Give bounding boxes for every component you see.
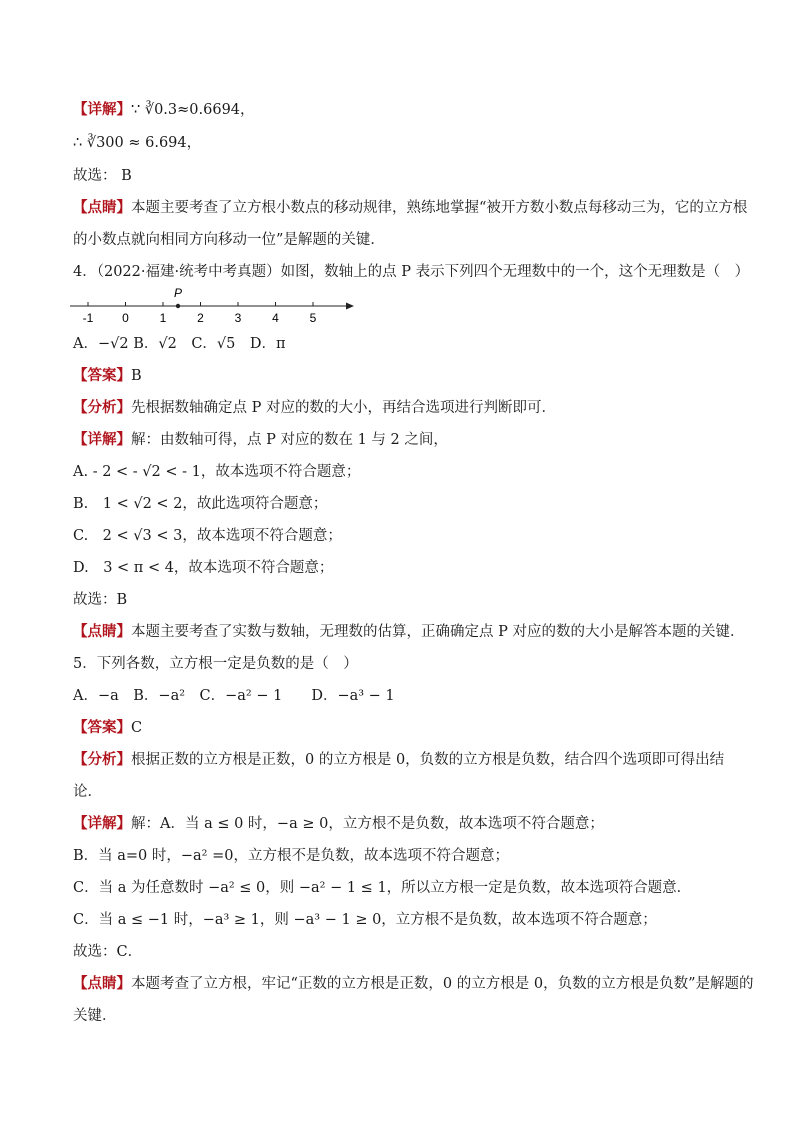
answer-tag: 【答案】: [73, 367, 131, 384]
q3-comment-line1: [73, 198, 747, 218]
q5-analysis-line2: 论．: [73, 784, 102, 800]
q4-analysis: [73, 398, 556, 418]
analysis-tag: 【分析】: [73, 399, 131, 416]
detail-tag: 【详解】: [73, 815, 131, 832]
q4-choose: 故选：B: [73, 592, 128, 608]
tick-label: 2: [197, 311, 204, 325]
comment-tag: 【点睛】: [73, 199, 131, 216]
comment-tag: 【点睛】: [73, 975, 131, 992]
analysis-text: 根据正数的立方根是正数，0 的立方根是 0，负数的立方根是负数，结合四个选项即可得出结: [131, 752, 725, 768]
answer-tag: 【答案】: [73, 719, 131, 736]
q3-detail-line2: ∴ ∛300 ≈ 6.694，: [73, 135, 202, 151]
comment-tag: 【点睛】: [73, 623, 131, 640]
q5-choose: 故选：C．: [73, 944, 143, 960]
tick-label: 4: [272, 311, 279, 325]
comment-text: 本题考查了立方根，牢记“正数的立方根是正数，0 的立方根是 0，负数的立方根是负数”是解题的: [131, 976, 754, 992]
q5-comment-line1: [73, 974, 754, 994]
q4-options: A．−√2 B．√2 C．√5 D．π: [73, 336, 286, 352]
number-line-figure: [70, 286, 360, 326]
point-p-label: P: [173, 286, 183, 300]
tick-label: 1: [159, 311, 167, 325]
q4-option-a-check: A. - 2 < - √2 < - 1，故本选项不符合题意；: [73, 464, 361, 480]
answer-value: B: [131, 368, 142, 384]
point-p-dot: [176, 304, 180, 308]
q5-analysis-line1: [73, 750, 724, 770]
analysis-text: 先根据数轴确定点 P 对应的数的大小，再结合选项进行判断即可．: [131, 400, 556, 416]
detail-text: 解：A．当 a ≤ 0 时，−a ≥ 0，立方根不是负数，故本选项不符合题意；: [131, 816, 604, 832]
q4-answer: [73, 366, 142, 386]
tick-label: 0: [122, 311, 129, 325]
detail-tag: 【详解】: [73, 431, 131, 448]
q4-detail: [73, 430, 448, 450]
q5-detail-c: C．当 a 为任意数时 −a² ≤ 0，则 −a² − 1 ≤ 1，所以立方根一定是负数，故本选项符合题意．: [73, 880, 692, 896]
tick-label: 3: [234, 311, 242, 325]
q5-detail-b: B．当 a=0 时，−a² =0，立方根不是负数，故本选项不符合题意；: [73, 848, 509, 864]
q5-detail-d: C．当 a ≤ −1 时，−a³ ≥ 1，则 −a³ − 1 ≥ 0，立方根不是负数，故本选项不符合题意；: [73, 912, 657, 928]
q3-detail-line1: [73, 100, 255, 120]
q5-detail-a: [73, 814, 604, 834]
q5-comment-line2: 关键．: [73, 1008, 117, 1024]
q5-stem: 5．下列各数，立方根一定是负数的是（ ）: [73, 656, 358, 672]
comment-text: 本题主要考查了实数与数轴，无理数的估算，正确确定点 P 对应的数的大小是解答本题的关键．: [131, 624, 745, 640]
q4-option-b-check: B. 1 < √2 < 2，故此选项符合题意；: [73, 496, 328, 512]
detail-tag: 【详解】: [73, 101, 131, 118]
tick-label: -1: [82, 311, 94, 325]
q3-comment-line2: 的小数点就向相同方向移动一位”是解题的关键．: [73, 232, 385, 248]
detail-text: 解：由数轴可得，点 P 对应的数在 1 与 2 之间，: [131, 432, 448, 448]
q5-answer: [73, 718, 142, 738]
answer-value: C: [131, 720, 143, 736]
q4-comment: [73, 622, 744, 642]
q4-stem: 4．（2022·福建·统考中考真题）如图，数轴上的点 P 表示下列四个无理数中的一个，这个无理数是（ ）: [73, 264, 750, 280]
tick-label: 5: [309, 311, 317, 325]
q3-choose: 故选： B: [73, 168, 132, 184]
comment-text: 本题主要考查了立方根小数点的移动规律，熟练地掌握“被开方数小数点每移动三为，它的立方根: [131, 200, 748, 216]
detail-text: ∵ ∛0.3≈0.6694，: [131, 102, 255, 118]
q4-option-d-check: D. 3 < π < 4，故本选项不符合题意；: [73, 560, 334, 576]
q4-option-c-check: C. 2 < √3 < 3，故本选项不符合题意；: [73, 528, 342, 544]
number-line-arrow: [346, 303, 354, 310]
number-line-ticks: [83, 302, 317, 325]
q5-options: A．−a B．−a² C．−a² − 1 D．−a³ − 1: [73, 688, 395, 704]
analysis-tag: 【分析】: [73, 751, 131, 768]
